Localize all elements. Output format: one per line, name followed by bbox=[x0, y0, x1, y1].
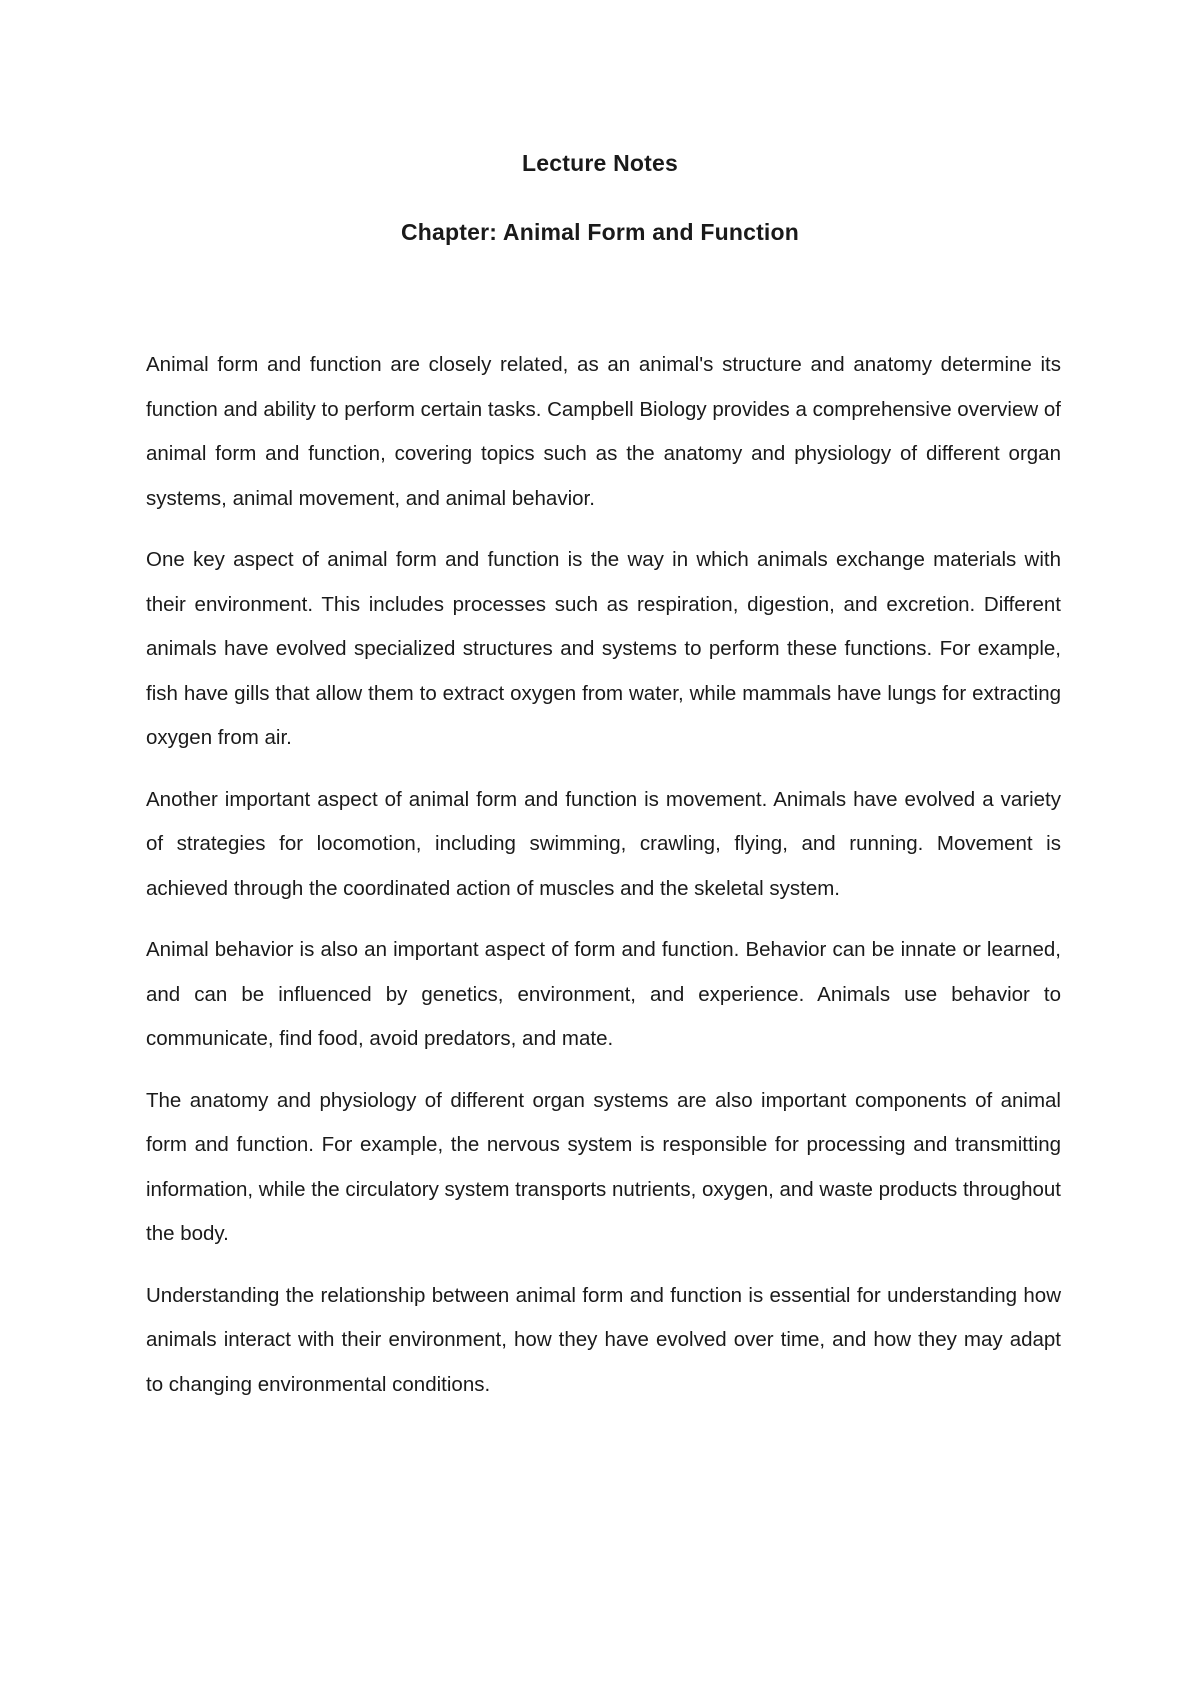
document-title: Lecture Notes bbox=[522, 150, 678, 176]
paragraph: The anatomy and physiology of different organ systems are also important components of animal form and function. For example, the nervous system is responsible for processing and transmitting information, while the circulatory system transports nutrients, oxygen, and waste products throughout the body. bbox=[146, 1088, 1061, 1245]
paragraph: Animal behavior is also an important aspect of form and function. Behavior can be innate or learned, and can be influenced by genetics, environment, and experience. Animals use behavior to communicate, find food, avoid predators, and mate. bbox=[146, 938, 1061, 1050]
paragraph: Understanding the relationship between animal form and function is essential for understanding how animals interact with their environment, how they have evolved over time, and how they may adapt to changing environmental conditions. bbox=[146, 1283, 1061, 1396]
paragraph: Another important aspect of animal form and function is movement. Animals have evolved a variety of strategies for locomotion, including swimming, crawling, flying, and running. Movement is achieved through the coordinated action of muscles and the skeletal system. bbox=[146, 787, 1061, 900]
document-body bbox=[146, 343, 1061, 1424]
paragraph: Animal form and function are closely related, as an animal's structure and anatomy determine its function and ability to perform certain tasks. Campbell Biology provides a comprehensive overview of animal form and function, covering topics such as the anatomy and physiology of different organ systems, animal movement, and animal behavior. bbox=[146, 353, 1061, 510]
chapter-heading: Chapter: Animal Form and Function bbox=[400, 219, 800, 245]
paragraph: One key aspect of animal form and function is the way in which animals exchange materials with their environment. This includes processes such as respiration, digestion, and excretion. Different animals have evolved specialized structures and systems to perform these functions. For example, fish have gills that allow them to extract oxygen from water, while mammals have lungs for extracting oxygen from air. bbox=[146, 548, 1061, 749]
